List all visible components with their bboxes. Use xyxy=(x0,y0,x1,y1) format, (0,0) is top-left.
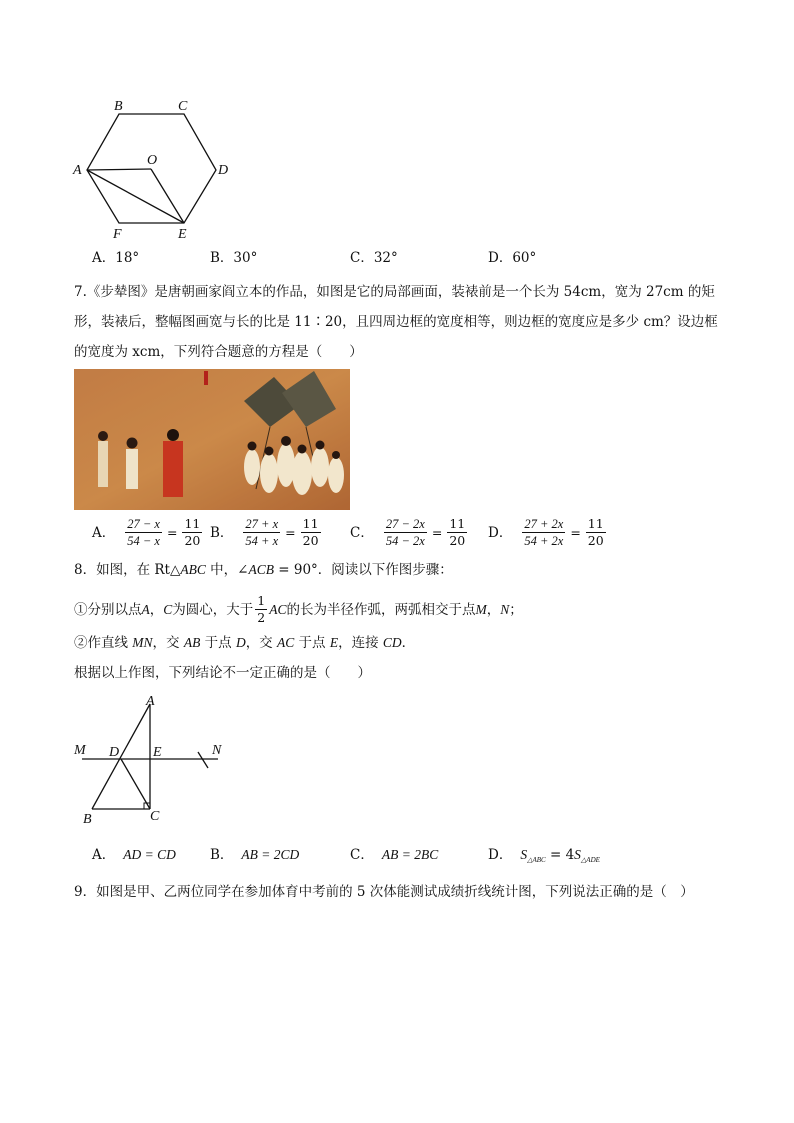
hex-label-d: D xyxy=(218,163,229,178)
q7-option-b[interactable]: B． $\frac{27 + x}{54 + x}$ = $\frac{11}{20}$ xyxy=(210,516,319,548)
q8-line-1: 8．如图，在 Rt△ABC 中，∠ACB = 90°．阅读以下作图步骤： xyxy=(74,562,453,578)
q7-line-3: 的宽度为 xcm，下列符合题意的方程是（ ） xyxy=(74,344,363,360)
q6-option-d[interactable]: D．60° xyxy=(488,250,537,266)
tri-label-e: E xyxy=(153,745,162,760)
q9-text: 9．如图是甲、乙两位同学在参加体育中考前的 5 次体能测试成绩折线统计图，下列说法正确的是（ ） xyxy=(74,884,694,900)
q8-option-b[interactable]: B． AB = 2CD xyxy=(210,847,300,863)
hex-label-e: E xyxy=(178,227,187,242)
q8-line-4: 根据以上作图，下列结论不一定正确的是（ ） xyxy=(74,665,371,681)
tri-label-d: D xyxy=(109,745,120,760)
hex-label-c: C xyxy=(178,99,188,114)
tri-label-b: B xyxy=(83,812,92,827)
hex-label-a: A xyxy=(73,163,82,178)
painting-image xyxy=(74,369,350,510)
q7-option-a[interactable]: A． $\frac{27 - x}{54 - x}$ = $\frac{11}{20}$ xyxy=(92,516,201,548)
tri-label-n: N xyxy=(212,743,222,758)
q7-line-2: 形，装裱后，整幅图画宽与长的比是 11∶20，且四周边框的宽度相等，则边框的宽度应是多少 cm？设边框 xyxy=(74,314,718,330)
q8-step-1: ①分别以点 A ， C 为圆心，大于 $\frac{1}{2}$ AC 的长为半径作弧，两弧相交于点 M ， N ； xyxy=(74,593,523,625)
q7-line-1: 7.《步辇图》是唐朝画家阎立本的作品，如图是它的局部画面，装裱前是一个长为 54cm，宽为 27cm 的矩 xyxy=(74,284,715,300)
tri-label-m: M xyxy=(74,743,86,758)
hexagon-figure xyxy=(70,92,240,242)
hex-label-b: B xyxy=(114,99,123,114)
q7-option-c[interactable]: C． $\frac{27 - 2x}{54 - 2x}$ = $\frac{11}{20}$ xyxy=(350,516,466,548)
q6-option-a[interactable]: A．18° xyxy=(92,250,140,266)
triangle-figure xyxy=(70,692,240,827)
q8-option-c[interactable]: C． AB = 2BC xyxy=(350,847,439,863)
q6-option-b[interactable]: B．30° xyxy=(210,250,258,266)
q6-option-c[interactable]: C．32° xyxy=(350,250,398,266)
tri-label-a: A xyxy=(146,694,155,709)
hex-label-f: F xyxy=(113,227,122,242)
q8-option-d[interactable]: D． $S_{\triangle ABC} = 4S_{\triangle ADE}$ xyxy=(488,847,600,864)
hex-label-o: O xyxy=(147,153,158,168)
tri-label-c: C xyxy=(150,809,160,824)
q7-option-d[interactable]: D． $\frac{27 + 2x}{54 + 2x}$ = $\frac{11}{20}$ xyxy=(488,516,604,548)
q8-step-2: ②作直线 MN，交 AB 于点 D，交 AC 于点 E，连接 CD． xyxy=(74,635,416,651)
q8-option-a[interactable]: A． AD = CD xyxy=(92,847,176,863)
